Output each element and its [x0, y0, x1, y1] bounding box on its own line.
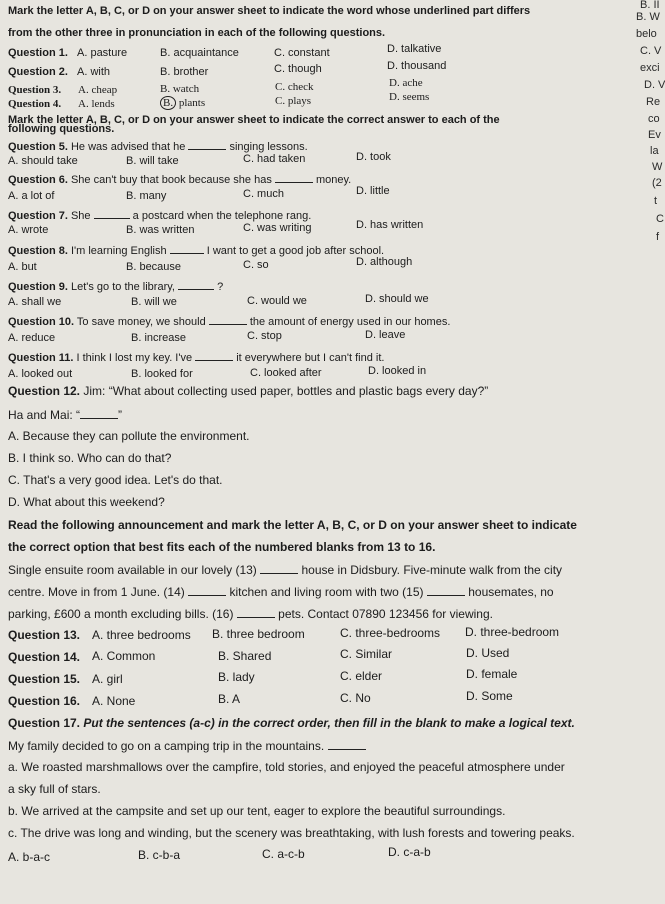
edge-text-13: C	[656, 213, 664, 225]
q7-label: Question 7.	[8, 210, 68, 222]
q17-sentence-a-cont: a sky full of stars.	[8, 782, 101, 796]
q7-option-b[interactable]: B. was written	[126, 224, 195, 236]
edge-top: B. II	[640, 0, 660, 11]
q11-stem-text-2: it everywhere but I can't find it.	[236, 352, 385, 364]
q9-stem-text-2: ?	[217, 281, 224, 293]
q15-option-a[interactable]: A. girl	[92, 672, 123, 686]
blank-16[interactable]	[237, 607, 275, 618]
edge-text-5: D. V	[644, 79, 665, 91]
q15-option-b[interactable]: B. lady	[218, 670, 255, 684]
q7-option-a[interactable]: A. wrote	[8, 224, 49, 236]
q13-option-a[interactable]: A. three bedrooms	[92, 628, 191, 642]
q6-option-c[interactable]: C. much	[243, 188, 284, 200]
q5-option-b[interactable]: B. will take	[126, 155, 179, 167]
q12-option-c[interactable]: C. That's a very good idea. Let's do that.	[8, 473, 223, 487]
q1-option-a[interactable]: A. pasture	[77, 47, 128, 59]
q12-stem-text: Jim: “What about collecting used paper, bottles and plastic bags every day?”	[83, 384, 489, 398]
q4-option-b-word: plants	[178, 97, 206, 109]
q3-option-b[interactable]: B. watch	[160, 83, 200, 95]
q3-option-d[interactable]: D. ache	[389, 77, 423, 89]
q10-option-a[interactable]: A. reduce	[8, 332, 56, 344]
q13-option-b[interactable]: B. three bedroom	[212, 627, 305, 641]
q12-option-d[interactable]: D. What about this weekend?	[8, 495, 165, 509]
announcement-instruction: Read the following announcement and mark the letter A, B, C, or D on your answer sheet to indicate	[8, 518, 577, 532]
q4-option-b[interactable]	[160, 98, 205, 109]
blank-15[interactable]	[427, 585, 465, 596]
q12-reply-text: Ha and Mai: “	[8, 408, 81, 422]
q3-option-c[interactable]: C. check	[275, 81, 314, 93]
q14-option-c[interactable]: C. Similar	[340, 647, 393, 661]
passage-line-2	[8, 585, 554, 598]
q12-stem	[8, 385, 488, 397]
q4-label: Question 4.	[8, 98, 62, 110]
q16-label: Question 16.	[8, 694, 81, 708]
q10-option-c[interactable]: C. stop	[247, 330, 282, 342]
q2-option-a[interactable]: A. with	[77, 66, 111, 78]
q10-option-d[interactable]: D. leave	[365, 329, 406, 341]
q11-blank[interactable]	[195, 350, 233, 361]
q6-stem-text-2: money.	[315, 174, 352, 186]
q8-blank[interactable]	[170, 243, 204, 254]
edge-text-12: t	[654, 195, 658, 207]
edge-text-4: exci	[640, 62, 660, 74]
q12-label: Question 12.	[8, 384, 81, 398]
edge-text-11: (2	[652, 177, 662, 189]
q4-option-c[interactable]: C. plays	[275, 95, 312, 107]
q10-stem-text-2: the amount of energy used in our homes.	[249, 316, 451, 328]
q6-stem-text: She can't buy that book because she has	[70, 174, 272, 186]
edge-text-1: B. W	[636, 11, 660, 23]
q1-row	[8, 48, 68, 59]
q9-label: Question 9.	[8, 281, 68, 293]
q9-option-c[interactable]: C. would we	[247, 295, 307, 307]
q9-option-b[interactable]: B. will we	[131, 296, 177, 308]
q16-option-b[interactable]: B. A	[218, 692, 241, 706]
q12-option-b[interactable]: B. I think so. Who can do that?	[8, 451, 172, 465]
q7-blank[interactable]	[94, 208, 130, 219]
q15-label: Question 15.	[8, 672, 81, 686]
q4-option-a[interactable]: A. lends	[78, 98, 115, 110]
passage-line-1b: house in Didsbury. Five-minute walk from the city	[301, 563, 563, 577]
q9-stem	[8, 279, 223, 293]
passage-line-2a: centre. Move in from 1 June. (14)	[8, 585, 185, 599]
q8-option-b[interactable]: B. because	[126, 261, 182, 273]
q14-option-d[interactable]: D. Used	[466, 646, 510, 660]
q11-option-c[interactable]: C. looked after	[250, 367, 322, 379]
q17-intro-line	[8, 739, 366, 752]
q16-option-d[interactable]: D. Some	[466, 689, 513, 703]
q14-option-a[interactable]: A. Common	[92, 649, 156, 663]
q11-stem-text: I think I lost my key. I've	[76, 352, 193, 364]
q13-option-d[interactable]: D. three-bedroom	[465, 625, 560, 639]
q5-blank[interactable]	[188, 139, 226, 150]
q6-label: Question 6.	[8, 174, 68, 186]
passage-line-2b: kitchen and living room with two (15)	[229, 585, 424, 599]
q12-blank[interactable]	[80, 408, 118, 419]
edge-text-2: belo	[636, 28, 657, 40]
q6-stem	[8, 172, 351, 186]
q1-label: Question 1.	[8, 47, 68, 59]
q7-option-c[interactable]: C. was writing	[243, 222, 312, 234]
q17-option-c[interactable]: C. a-c-b	[262, 847, 305, 861]
circled-answer: B.	[160, 96, 176, 110]
edge-text-8: Ev	[648, 129, 661, 141]
q5-stem-text-2: singing lessons.	[229, 141, 308, 153]
q2-option-b[interactable]: B. brother	[160, 66, 209, 78]
q3-option-a[interactable]: A. cheap	[78, 84, 118, 96]
passage-line-3a: parking, £600 a month excluding bills. (16)	[8, 607, 234, 621]
q7-stem-text: She	[70, 210, 91, 222]
q5-option-d[interactable]: D. took	[356, 151, 391, 163]
q11-option-b[interactable]: B. looked for	[131, 368, 193, 380]
q17-option-d[interactable]: D. c-a-b	[388, 845, 431, 859]
q14-label: Question 14.	[8, 650, 81, 664]
q17-option-a[interactable]: A. b-a-c	[8, 850, 51, 864]
q17-heading	[8, 717, 575, 729]
q2-label: Question 2.	[8, 66, 68, 78]
passage-line-2c: housemates, no	[468, 585, 554, 599]
q17-option-b[interactable]: B. c-b-a	[138, 848, 181, 862]
q8-stem	[8, 243, 384, 257]
q12-reply-end: ”	[118, 408, 123, 422]
q11-stem	[8, 350, 384, 364]
q8-option-c[interactable]: C. so	[243, 259, 269, 271]
q6-blank[interactable]	[275, 172, 313, 183]
edge-text-10: W	[652, 161, 663, 173]
q8-label: Question 8.	[8, 245, 68, 257]
q10-stem-text: To save money, we should	[76, 316, 206, 328]
passage-line-1a: Single ensuite room available in our lovely (13)	[8, 563, 257, 577]
q17-sentence-c: c. The drive was long and winding, but the scenery was breathtaking, with lush forests and towering peaks.	[8, 826, 575, 840]
q5-label: Question 5.	[8, 141, 68, 153]
q12-option-a[interactable]: A. Because they can pollute the environment.	[8, 429, 250, 443]
q6-option-d[interactable]: D. little	[356, 185, 390, 197]
q9-option-a[interactable]: A. shall we	[8, 296, 62, 308]
edge-text-9: la	[650, 145, 659, 157]
q5-stem	[8, 139, 308, 153]
q1-option-c[interactable]: C. constant	[274, 47, 330, 59]
q13-label: Question 13.	[8, 628, 81, 642]
q4-option-d[interactable]: D. seems	[389, 91, 430, 103]
q17-sentence-b: b. We arrived at the campsite and set up our tent, eager to explore the beautiful surroundings.	[8, 804, 506, 818]
q7-option-d[interactable]: D. has written	[356, 219, 424, 231]
q1-option-d[interactable]: D. talkative	[387, 43, 442, 55]
q8-option-d[interactable]: D. although	[356, 256, 413, 268]
q10-stem	[8, 314, 450, 328]
q11-label: Question 11.	[8, 352, 74, 364]
q2-option-c[interactable]: C. though	[274, 63, 322, 75]
q8-stem-text: I'm learning English	[70, 245, 167, 257]
correct-answer-instruction-2: following questions.	[8, 123, 115, 135]
edge-text-6: Re	[646, 96, 661, 108]
q2-option-d[interactable]: D. thousand	[387, 60, 447, 72]
q17-blank[interactable]	[328, 739, 366, 750]
q17-intro: My family decided to go on a camping trip in the mountains.	[8, 739, 325, 753]
passage-line-3	[8, 607, 493, 620]
q11-option-a[interactable]: A. looked out	[8, 368, 73, 380]
q13-option-c[interactable]: C. three-bedrooms	[340, 626, 441, 640]
q9-option-d[interactable]: D. should we	[365, 293, 429, 305]
q5-stem-text: He was advised that he	[70, 141, 186, 153]
q12-reply	[8, 408, 122, 421]
pronunciation-instruction: Mark the letter A, B, C, or D on your answer sheet to indicate the word whose underlined part differs	[8, 5, 531, 17]
pronunciation-instruction-2: from the other three in pronunciation in each of the following questions.	[8, 27, 386, 39]
q16-option-a[interactable]: A. None	[92, 694, 136, 708]
q5-option-a[interactable]: A. should take	[8, 155, 78, 167]
blank-13[interactable]	[260, 563, 298, 574]
q17-label: Question 17.	[8, 716, 81, 730]
edge-text-7: co	[648, 113, 660, 125]
q5-option-c[interactable]: C. had taken	[243, 153, 306, 165]
q10-label: Question 10.	[8, 316, 75, 328]
q10-option-b[interactable]: B. increase	[131, 332, 187, 344]
correct-answer-instruction: Mark the letter A, B, C, or D on your answer sheet to indicate the correct answer to each of the	[8, 114, 500, 126]
q7-stem	[8, 208, 311, 222]
q9-stem-text: Let's go to the library,	[70, 281, 175, 293]
q10-blank[interactable]	[209, 314, 247, 325]
q8-option-a[interactable]: A. but	[8, 261, 37, 273]
q15-option-d[interactable]: D. female	[466, 667, 518, 681]
q14-option-b[interactable]: B. Shared	[218, 649, 272, 663]
passage-line-1	[8, 563, 562, 576]
q17-instruction: Put the sentences (a-c) in the correct order, then fill in the blank to make a logical text.	[83, 716, 575, 730]
passage-line-3b: pets. Contact 07890 123456 for viewing.	[278, 607, 493, 621]
q1-option-b[interactable]: B. acquaintance	[160, 47, 239, 59]
q6-option-a[interactable]: A. a lot of	[8, 190, 55, 202]
announcement-instruction-2: the correct option that best fits each of the numbered blanks from 13 to 16.	[8, 540, 436, 554]
blank-14[interactable]	[188, 585, 226, 596]
q6-option-b[interactable]: B. many	[126, 190, 167, 202]
q8-stem-text-2: I want to get a good job after school.	[206, 245, 385, 257]
q7-stem-text-2: a postcard when the telephone rang.	[132, 210, 312, 222]
q9-blank[interactable]	[178, 279, 214, 290]
q11-option-d[interactable]: D. looked in	[368, 365, 427, 377]
edge-text-14: f	[656, 231, 660, 243]
q17-sentence-a: a. We roasted marshmallows over the campfire, told stories, and enjoyed the peaceful atmosphere under	[8, 760, 565, 774]
q3-label: Question 3.	[8, 84, 62, 96]
q15-option-c[interactable]: C. elder	[340, 669, 383, 683]
q16-option-c[interactable]: C. No	[340, 691, 371, 705]
edge-text-3: C. V	[640, 45, 662, 57]
